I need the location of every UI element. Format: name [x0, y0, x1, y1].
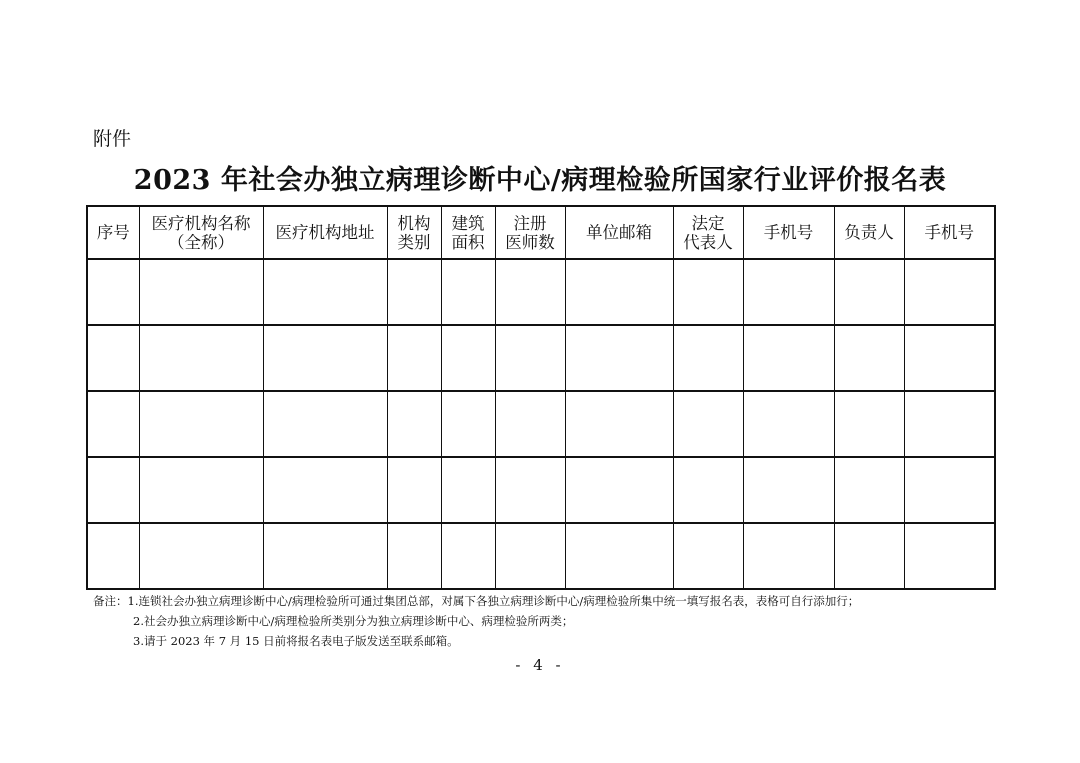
header-institution-name: 医疗机构名称 （全称）: [139, 206, 263, 259]
table-cell[interactable]: [834, 457, 904, 523]
table-cell[interactable]: [834, 523, 904, 589]
table-cell[interactable]: [139, 391, 263, 457]
table-cell[interactable]: [87, 523, 139, 589]
table-cell[interactable]: [904, 259, 995, 325]
table-cell[interactable]: [743, 457, 834, 523]
table-cell[interactable]: [743, 259, 834, 325]
table-cell[interactable]: [673, 391, 743, 457]
table-cell[interactable]: [495, 325, 565, 391]
table-cell[interactable]: [743, 391, 834, 457]
table-cell[interactable]: [565, 259, 673, 325]
header-unit-email: 单位邮箱: [565, 206, 673, 259]
header-mobile-1: 手机号: [743, 206, 834, 259]
table-cell[interactable]: [565, 325, 673, 391]
table-row: [87, 457, 995, 523]
table-cell[interactable]: [387, 391, 441, 457]
note-line-1: 备注：1.连锁社会办独立病理诊断中心/病理检验所可通过集团总部，对属下各独立病理诊断中心/病理检验所集中统一填写报名表，表格可自行添加行；: [93, 594, 860, 608]
table-cell[interactable]: [495, 391, 565, 457]
table-cell[interactable]: [263, 325, 387, 391]
table-cell[interactable]: [387, 325, 441, 391]
header-serial-number: 序号: [87, 206, 139, 259]
header-row: [87, 206, 995, 259]
table-cell[interactable]: [387, 457, 441, 523]
table-cell[interactable]: [904, 523, 995, 589]
registration-table: [86, 205, 996, 590]
table-cell[interactable]: [904, 391, 995, 457]
table-cell[interactable]: [387, 523, 441, 589]
table-cell[interactable]: [904, 325, 995, 391]
table-cell[interactable]: [495, 457, 565, 523]
table-cell[interactable]: [387, 259, 441, 325]
table-cell[interactable]: [673, 259, 743, 325]
table-cell[interactable]: [495, 259, 565, 325]
table-cell[interactable]: [834, 259, 904, 325]
note-line-3: 3.请于 2023 年 7 月 15 日前将报名表电子版发送至联系邮箱。: [133, 634, 459, 648]
table-cell[interactable]: [673, 325, 743, 391]
table-cell[interactable]: [139, 457, 263, 523]
header-institution-address: 医疗机构地址: [263, 206, 387, 259]
table-cell[interactable]: [139, 523, 263, 589]
table-cell[interactable]: [263, 523, 387, 589]
header-registered-physicians: 注册 医师数: [495, 206, 565, 259]
table-cell[interactable]: [87, 325, 139, 391]
header-person-in-charge: 负责人: [834, 206, 904, 259]
table-cell[interactable]: [441, 523, 495, 589]
table-cell[interactable]: [441, 391, 495, 457]
table-cell[interactable]: [495, 523, 565, 589]
table-cell[interactable]: [565, 523, 673, 589]
table-cell[interactable]: [441, 325, 495, 391]
table-cell[interactable]: [834, 325, 904, 391]
table-cell[interactable]: [904, 457, 995, 523]
table-row: [87, 391, 995, 457]
notes: [93, 591, 859, 651]
header-legal-representative: 法定 代表人: [673, 206, 743, 259]
header-mobile-2: 手机号: [904, 206, 995, 259]
table-row: [87, 325, 995, 391]
note-line-2: 2.社会办独立病理诊断中心/病理检验所类别分为独立病理诊断中心、病理检验所两类；: [133, 614, 574, 628]
table-cell[interactable]: [743, 523, 834, 589]
table-cell[interactable]: [441, 259, 495, 325]
table-cell[interactable]: [263, 259, 387, 325]
table-cell[interactable]: [87, 259, 139, 325]
table-cell[interactable]: [834, 391, 904, 457]
table-cell[interactable]: [441, 457, 495, 523]
table-cell[interactable]: [139, 259, 263, 325]
header-building-area: 建筑 面积: [441, 206, 495, 259]
attachment-label: 附件: [93, 128, 132, 150]
table-row: [87, 259, 995, 325]
form-title: 2023 年社会办独立病理诊断中心/病理检验所国家行业评价报名表: [133, 165, 947, 196]
table-cell[interactable]: [263, 391, 387, 457]
table-cell[interactable]: [673, 523, 743, 589]
page-number: - 4 -: [515, 656, 565, 674]
table-cell[interactable]: [263, 457, 387, 523]
table-row: [87, 523, 995, 589]
header-institution-category: 机构 类别: [387, 206, 441, 259]
table-cell[interactable]: [565, 457, 673, 523]
table-cell[interactable]: [87, 457, 139, 523]
table-cell[interactable]: [743, 325, 834, 391]
table-cell[interactable]: [565, 391, 673, 457]
table-cell[interactable]: [87, 391, 139, 457]
table-cell[interactable]: [673, 457, 743, 523]
table-cell[interactable]: [139, 325, 263, 391]
